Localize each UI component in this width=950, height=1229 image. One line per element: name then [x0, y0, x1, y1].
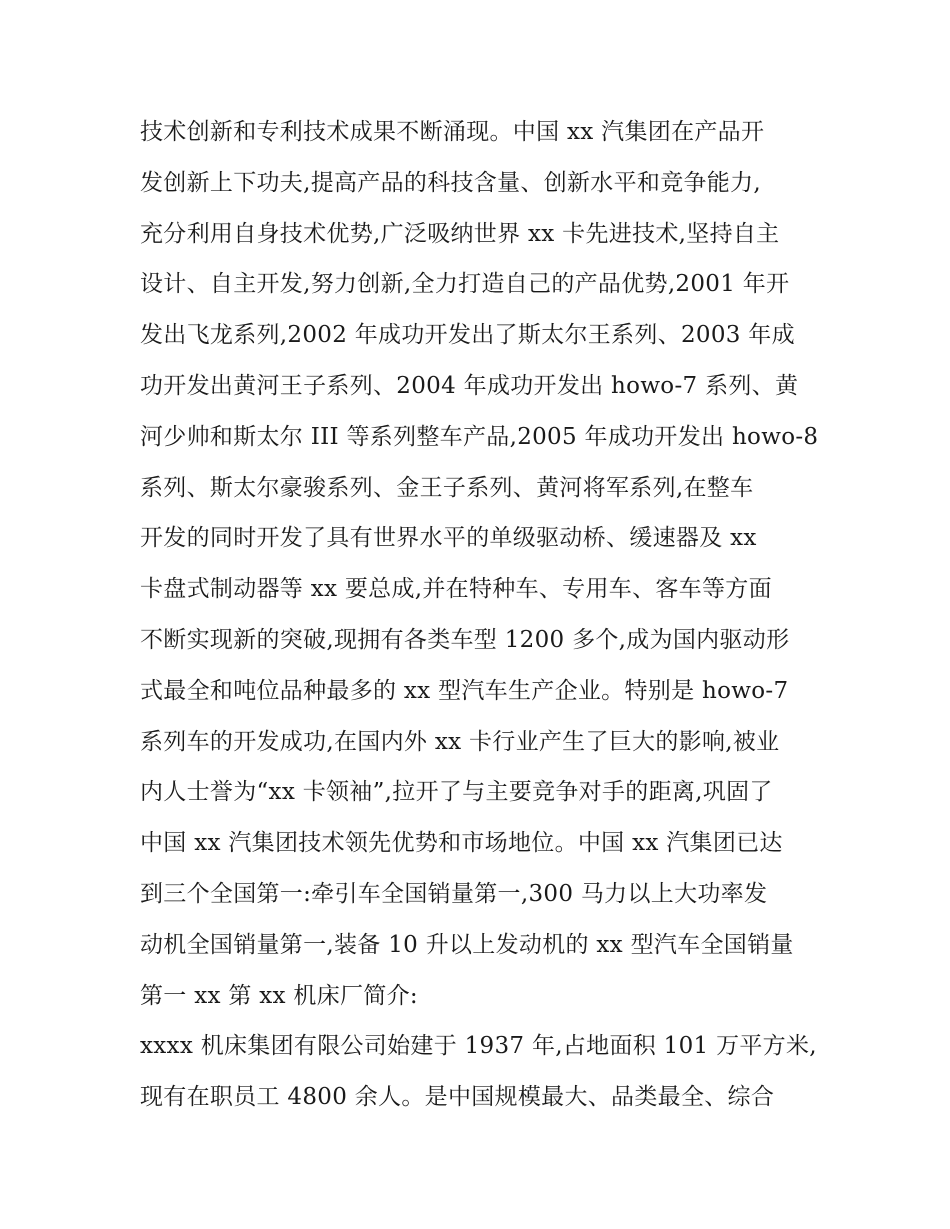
text-line: 卡盘式制动器等 xx 要总成,并在特种车、专用车、客车等方面	[140, 576, 772, 603]
text-line: xxxx 机床集团有限公司始建于 1937 年,占地面积 101 万平方米,	[140, 1033, 817, 1060]
text-line: 河少帅和斯太尔 III 等系列整车产品,2005 年成功开发出 howo-8	[140, 423, 819, 450]
text-line: 第一 xx 第 xx 机床厂简介:	[140, 982, 418, 1009]
text-line: 系列、斯太尔豪骏系列、金王子系列、黄河将军系列,在整车	[140, 474, 754, 501]
text-line: 发出飞龙系列,2002 年成功开发出了斯太尔王系列、2003 年成	[140, 322, 795, 349]
text-line: 到三个全国第一:牵引车全国销量第一,300 马力以上大功率发	[140, 880, 768, 907]
text-line: 动机全国销量第一,装备 10 升以上发动机的 xx 型汽车全国销量	[140, 931, 794, 958]
text-line: 式最全和吨位品种最多的 xx 型汽车生产企业。特别是 howo-7	[140, 677, 789, 704]
text-line: 内人士誉为“xx 卡领袖”,拉开了与主要竞争对手的距离,巩固了	[140, 779, 773, 806]
text-line: 功开发出黄河王子系列、2004 年成功开发出 howo-7 系列、黄	[140, 372, 799, 399]
text-line: 不断实现新的突破,现拥有各类车型 1200 多个,成为国内驱动形	[140, 626, 790, 653]
text-line: 开发的同时开发了具有世界水平的单级驱动桥、缓速器及 xx	[140, 525, 757, 552]
text-line: 中国 xx 汽集团技术领先优势和市场地位。中国 xx 汽集团已达	[140, 830, 783, 857]
text-line: 发创新上下功夫,提高产品的科技含量、创新水平和竞争能力,	[140, 169, 762, 196]
text-line: 技术创新和专利技术成果不断涌现。中国 xx 汽集团在产品开	[140, 119, 765, 145]
body-text	[140, 107, 820, 1123]
text-line: 现有在职员工 4800 余人。是中国规模最大、品类最全、综合	[140, 1084, 775, 1111]
text-line: 系列车的开发成功,在国内外 xx 卡行业产生了巨大的影响,被业	[140, 728, 780, 755]
text-line: 设计、自主开发,努力创新,全力打造自己的产品优势,2001 年开	[140, 271, 790, 298]
text-line: 充分利用自身技术优势,广泛吸纳世界 xx 卡先进技术,坚持自主	[140, 220, 780, 247]
